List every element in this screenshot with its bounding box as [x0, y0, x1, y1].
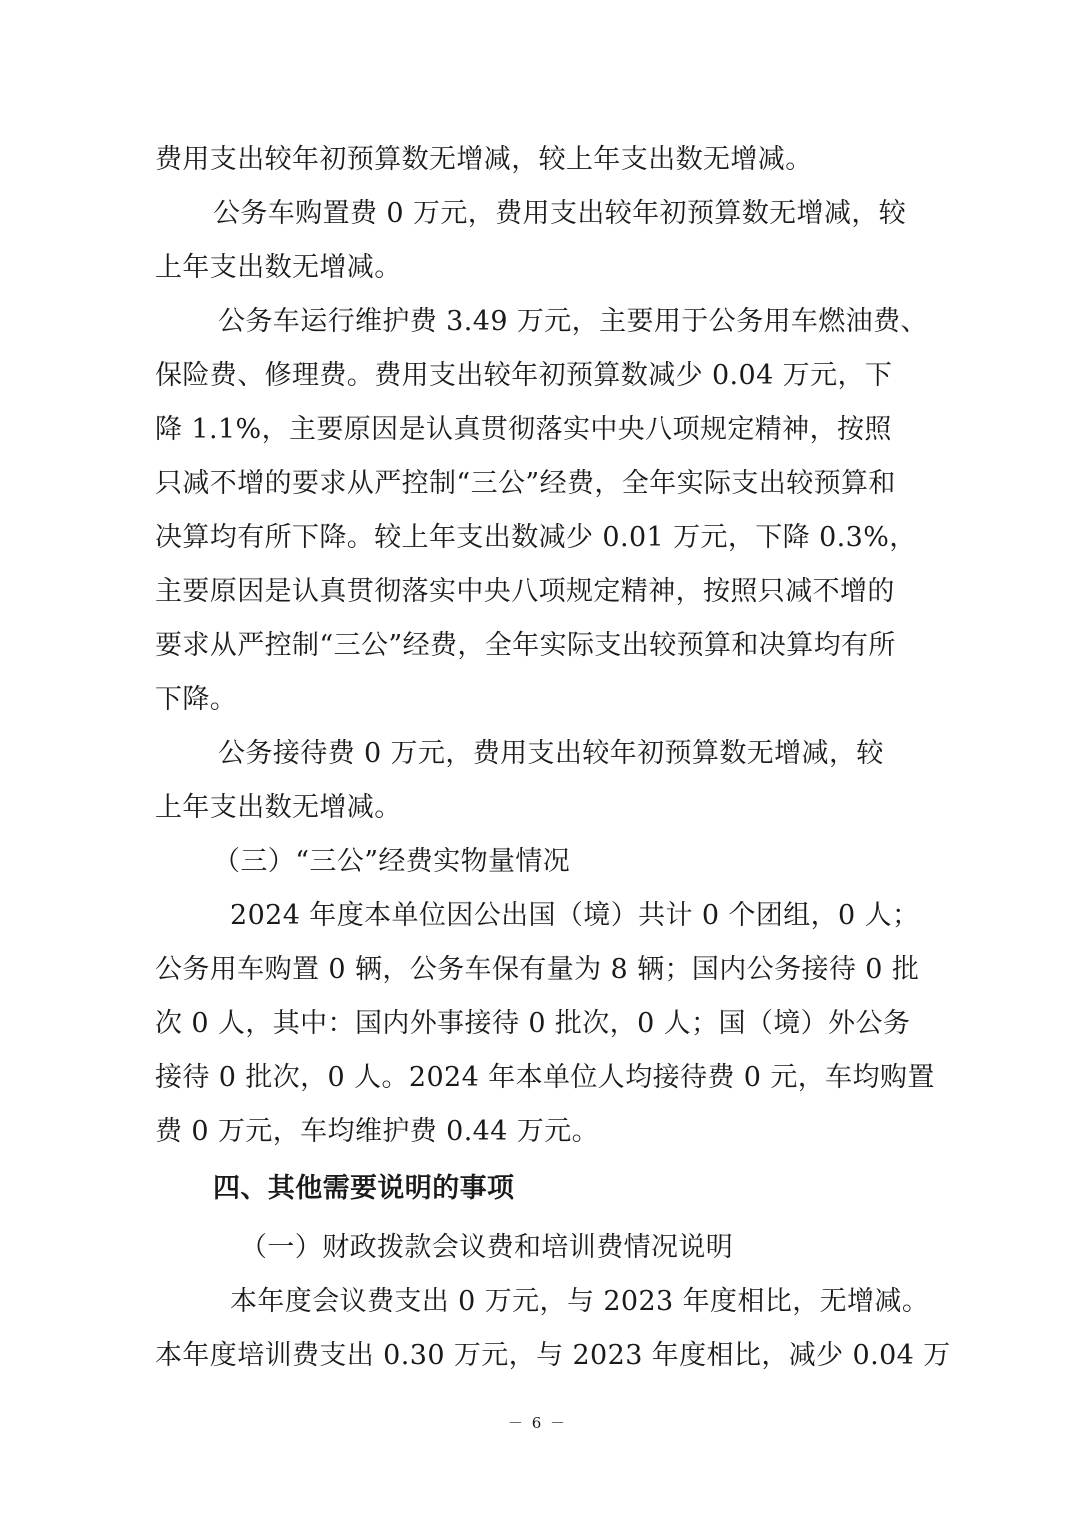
paragraph-line: 费用支出较年初预算数无增减，较上年支出数无增减。	[155, 144, 813, 175]
paragraph-line: 主要原因是认真贯彻落实中央八项规定精神，按照只减不增的	[155, 576, 895, 607]
paragraph-line: 只减不增的要求从严控制“三公”经费，全年实际支出较预算和	[155, 468, 896, 499]
paragraph-line: 2024 年度本单位因公出国（境）共计 0 个团组，0 人；	[230, 900, 920, 931]
paragraph-line: 公务车运行维护费 3.49 万元，主要用于公务用车燃油费、	[218, 306, 928, 337]
paragraph-line: 本年度培训费支出 0.30 万元，与 2023 年度相比，减少 0.04 万	[155, 1340, 951, 1371]
section-heading: 四、其他需要说明的事项	[213, 1173, 515, 1204]
paragraph-line: 次 0 人，其中：国内外事接待 0 批次，0 人；国（境）外公务	[155, 1008, 911, 1039]
paragraph-line: 下降。	[155, 684, 238, 715]
paragraph-line: 公务车购置费 0 万元，费用支出较年初预算数无增减，较	[213, 198, 907, 229]
paragraph-line: 公务用车购置 0 辆，公务车保有量为 8 辆；国内公务接待 0 批	[155, 954, 920, 985]
paragraph-line: 决算均有所下降。较上年支出数减少 0.01 万元，下降 0.3%，	[155, 522, 917, 553]
paragraph-line: 公务接待费 0 万元，费用支出较年初预算数无增减，较	[218, 738, 884, 769]
paragraph-line: 本年度会议费支出 0 万元，与 2023 年度相比，无增减。	[230, 1286, 930, 1317]
paragraph-line: 降 1.1%，主要原因是认真贯彻落实中央八项规定精神，按照	[155, 414, 892, 445]
page-number: － 6 －	[507, 1414, 568, 1432]
paragraph-line: 要求从严控制“三公”经费，全年实际支出较预算和决算均有所	[155, 630, 896, 661]
paragraph-line: 上年支出数无增减。	[155, 792, 402, 823]
paragraph-line: 上年支出数无增减。	[155, 252, 402, 283]
section-subheading: （一）财政拨款会议费和培训费情况说明	[240, 1232, 734, 1263]
paragraph-line: 接待 0 批次，0 人。2024 年本单位人均接待费 0 元，车均购置	[155, 1062, 935, 1093]
paragraph-line: 费 0 万元，车均维护费 0.44 万元。	[155, 1116, 600, 1147]
section-subheading: （三）“三公”经费实物量情况	[213, 846, 571, 877]
paragraph-line: 保险费、修理费。费用支出较年初预算数减少 0.04 万元，下	[155, 360, 893, 391]
